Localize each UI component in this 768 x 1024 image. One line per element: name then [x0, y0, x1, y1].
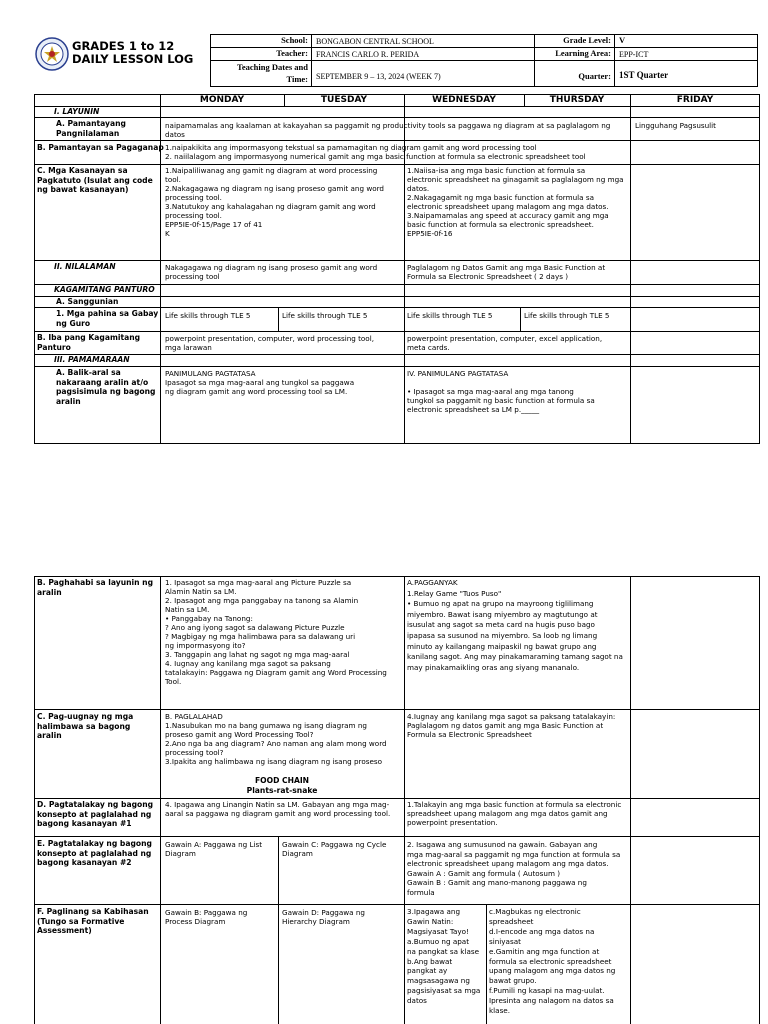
doc-title-line2: DAILY LESSON LOG	[72, 52, 194, 66]
friday-note: Lingguhang Pagsusulit	[635, 121, 716, 130]
row-iba-wt: powerpoint presentation, computer, excel application, meta cards.	[407, 334, 603, 352]
row-pamantayang-text: naipamamalas ang kaalaman at kakayahan sa paggamit ng productivity tools sa paggawa ng diagram at sa paglalagom ng datos	[165, 121, 611, 139]
school-value: BONGABON CENTRAL SCHOOL	[316, 37, 434, 46]
food-chain-title: FOOD CHAIN	[254, 776, 310, 785]
day-wednesday: WEDNESDAY	[432, 95, 496, 105]
row-paghahabi-label: B. Paghahabi sa layunin ng aralin	[37, 578, 154, 597]
row-balik-mt: PANIMULANG PAGTATASA Ipasagot sa mga mag-aaral ang tungkol sa paggawa ng diagram gamit ang word processing tool sa LM.	[165, 369, 355, 396]
day-monday: MONDAY	[199, 95, 245, 105]
teacher-value: FRANCIS CARLO R. PERIDA	[316, 50, 420, 59]
row-paghahabi-mt: 1. Ipasagot sa mga mag-aaral ang Picture Puzzle sa Alamin Natin sa LM. 2. Ipasagot ang mga panggabay na tanong sa Alamin Natin sa LM. • Panggabay na Tanong: ? Ano ang iyong sagot sa dalawang Picture Puzzle ? Magbigay ng mga halimbawa para sa dalawang uri ng impormasyong ito? 3. Tanggapin ang lahat ng sagot ng mga mag-aaral 4. Iugnay ang kanilang mga sagot sa paksang tatalakayin: Paggawa ng Diagram gamit ang Word Processing Tool.	[165, 578, 387, 686]
row-nilalaman-wt: Paglalagom ng Datos Gamit ang mga Basic Function at Formula sa Electronic Spreadsheet ( 2 days )	[407, 263, 606, 281]
row-f-mon: Gawain B: Paggawa ng Process Diagram	[165, 908, 248, 926]
doc-title-line1: GRADES 1 to 12	[72, 39, 175, 53]
row-f-wed: 3.Ipagawa ang Gawin Natin: Magsiyasat Tayo! a.Bumuo ng apat na pangkat sa klase b.Ang bawat pangkat ay magsasagawa ng pagsisiyasat sa mga datos	[407, 907, 481, 1006]
row-iba-mt: powerpoint presentation, computer, word processing tool, mga larawan	[165, 334, 374, 352]
row-paguugnay-label: C. Pag-uugnay ng mga halimbawa sa bagong aralin	[37, 712, 134, 740]
pahina-wed: Life skills through TLE 5	[407, 311, 493, 320]
row-e-tue: Gawain C: Paggawa ng Cycle Diagram	[282, 840, 387, 858]
pahina-tue: Life skills through TLE 5	[282, 311, 368, 320]
row-pahina-label: 1. Mga pahina sa Gabay ng Guro	[56, 309, 159, 328]
row-kagamitan-label: KAGAMITANG PANTURO	[54, 285, 155, 294]
row-balik-wt: IV. PANIMULANG PAGTATASA • Ipasagot sa mga mag-aaral ang mga tanong tungkol sa paggamit ng basic function at formula sa electronic spreadsheet sa LM p._____	[407, 369, 595, 414]
row-iba-label: B. Iba pang Kagamitang Panturo	[37, 333, 141, 352]
row-pamantayang-label: A. Pamantayang Pangnilalaman	[56, 119, 126, 138]
row-pamamaraan-label: III. PAMAMARAAN	[54, 355, 130, 364]
row-kasanayan-wt: 1.Naiisa-isa ang mga basic function at formula sa electronic spreadsheet na ginagamit sa paglalagom ng mga datos. 2.Nakagagamit ng mga basic function at formula sa electronic spreadsheet upang malagom ang mga datos. 3.Naipamamalas ang speed at accuracy gamit ang mga basic function at formula sa electronic spreadsheet. EPP5IE-0f-16	[407, 166, 624, 238]
row-kasanayan-mt: 1.Naipaliliwanag ang gamit ng diagram at word processing tool. 2.Nakagagawa ng diagram ng isang proseso gamit ang word processing tool. 3.Natutukoy ang kahalagahan ng diagram gamit ang word processing tool. EPP5IE-0f-15/Page 17 of 41 K	[165, 166, 384, 238]
row-pagganap-text: 1.naipakikita ang impormasyong tekstual sa pamamagitan ng diagram gamit ang word processing tool 2. naiilalagom ang impormasyong numerical gamit ang mga basic function at formula sa electronic spreadsheet tool	[165, 143, 586, 161]
row-d-wt: 1.Talakayin ang mga basic function at formula sa electronic spreadsheet upang malagom ang mga datos gamit ang powerpoint presentation.	[407, 800, 622, 827]
pahina-thu: Life skills through TLE 5	[524, 311, 610, 320]
row-paguugnay-wt: 4.Iugnay ang kanilang mga sagot sa paksang tatalakayin: Paglalagom ng datos gamit ang mga Basic Function at Formula sa Electronic Spreadsheet	[407, 712, 616, 739]
row-sanggunian-label: A. Sanggunian	[56, 297, 119, 306]
row-f-thu: c.Magbukas ng electronic spreadsheet d.I-encode ang mga datos na siniyasat e.Gamitin ang mga function at formula sa electronic spreadsheet upang malagom ang mga datos ng bawat grupo. f.Pumili ng kasapi na mag-uulat. Ipresinta ang nalagom na datos sa klase.	[489, 907, 616, 1016]
teacher-label: Teacher:	[276, 48, 308, 58]
row-nilalaman-label: II. NILALAMAN	[54, 262, 116, 271]
row-layunin-label: I. LAYUNIN	[54, 107, 100, 116]
grade-label: Grade Level:	[563, 35, 611, 45]
row-d-label: D. Pagtatalakay ng bagong konsepto at paglalahad ng bagong kasanayan #1	[37, 800, 154, 828]
school-label: School:	[281, 35, 308, 45]
row-d-mt: 4. Ipagawa ang Linangin Natin sa LM. Gabayan ang mga mag- aaral sa paggawa ng diagram gamit ang word processing tool.	[165, 800, 391, 818]
area-value: EPP-ICT	[619, 50, 649, 59]
day-friday: FRIDAY	[676, 95, 714, 105]
area-label: Learning Area:	[555, 48, 611, 58]
quarter-label: Quarter:	[578, 71, 611, 81]
dates-value: SEPTEMBER 9 – 13, 2024 (WEEK 7)	[316, 72, 441, 81]
dates-label: Teaching Dates and Time:	[236, 62, 308, 84]
row-e-label: E. Pagtatalakay ng bagong konsepto at paglalahad ng bagong kasanayan #2	[37, 839, 152, 867]
row-f-tue: Gawain D: Paggawa ng Hierarchy Diagram	[282, 908, 365, 926]
row-e-mon: Gawain A: Paggawa ng List Diagram	[165, 840, 263, 858]
row-paghahabi-wt: A.PAGGANYAK 1.Relay Game "Tuos Puso" • Bumuo ng apat na grupo na mayroong tiglilimang miyembro. Bawat isang miyembro ay magtutungo at isusulat ang sagot sa meta card na hugis puso bago ipapasa sa susunod na miyembro. Sa loob ng limang minuto ay kailangang maipaskil ng bawat grupo ang kanilang sagot. Ang may pinakamaraming tamang sagot na may pinakamaikling oras ang siyang mananalo.	[407, 578, 623, 672]
row-nilalaman-mt: Nakagagawa ng diagram ng isang proseso gamit ang word processing tool	[165, 263, 378, 281]
row-balik-label: A. Balik-aral sa nakaraang aralin at/o pagsisimula ng bagong aralin	[56, 368, 156, 406]
grade-value: V	[619, 35, 626, 45]
row-paguugnay-mt: B. PAGLALAHAD 1.Nasubukan mo na bang gumawa ng isang diagram ng proseso gamit ang Word Processing Tool? 2.Ano nga ba ang diagram? Ano naman ang alam mong word processing tool? 3.Ipakita ang halimbawa ng isang diagram ng isang proseso	[165, 712, 387, 766]
row-f-label: F. Paglinang sa Kabihasan (Tungo sa Formative Assessment)	[37, 907, 149, 935]
food-chain-sub: Plants-rat-snake	[246, 786, 318, 795]
pahina-mon: Life skills through TLE 5	[165, 311, 251, 320]
row-pagganap-label: B. Pamantayan sa Pagaganap	[37, 143, 164, 152]
day-thursday: THURSDAY	[549, 95, 605, 105]
quarter-value: 1ST Quarter	[619, 70, 669, 80]
row-e-wt: 2. Isagawa ang sumusunod na gawain. Gabayan ang mga mag-aaral sa paggamit ng mga function at formula sa electronic spreadsheet upang malagom ang mga datos. Gawain A : Gamit ang formula ( Autosum ) Gawain B : Gamit ang mano-manong paggawa ng formula	[407, 840, 621, 897]
row-kasanayan-label: C. Mga Kasanayan sa Pagkatuto (Isulat ang code ng bawat kasanayan)	[37, 166, 153, 194]
deped-seal	[35, 37, 69, 71]
day-tuesday: TUESDAY	[320, 95, 368, 105]
